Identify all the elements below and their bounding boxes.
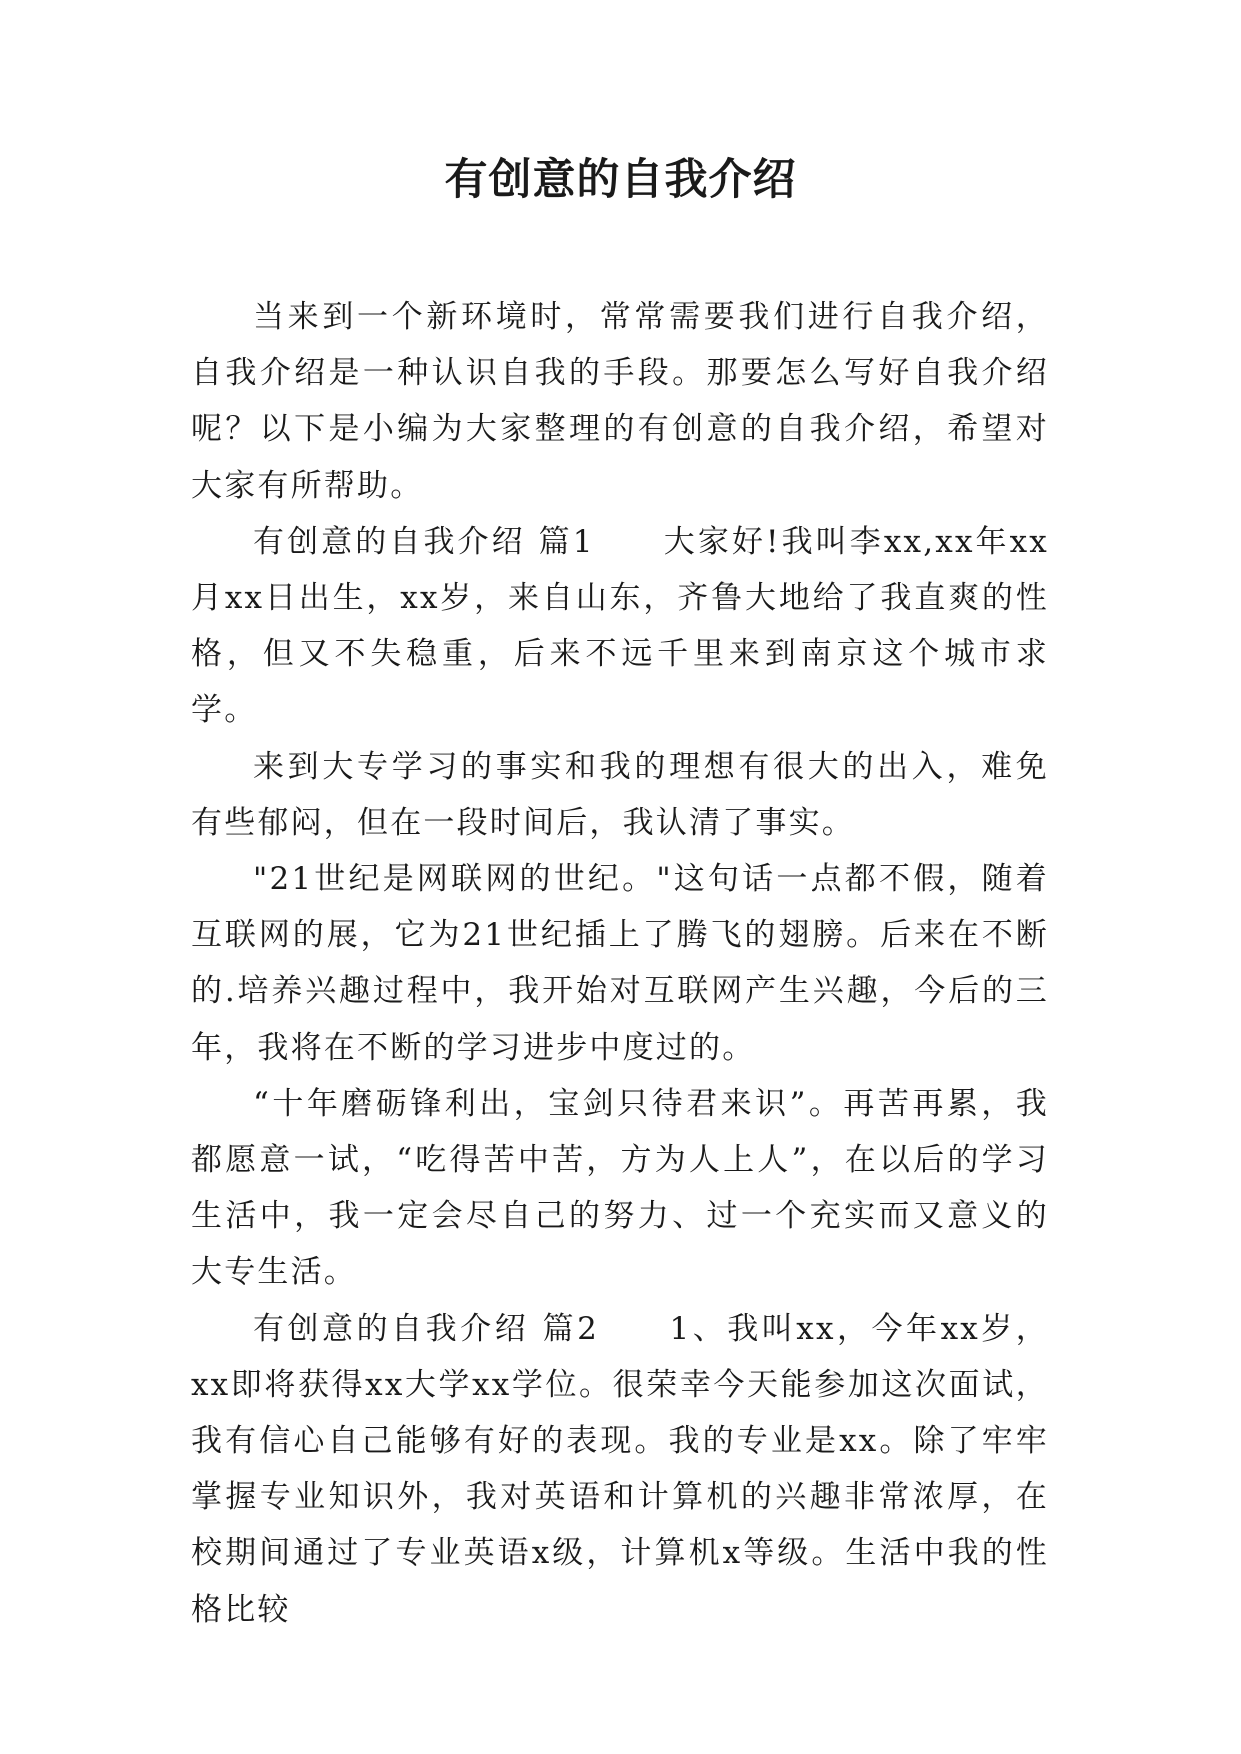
document-title: 有创意的自我介绍 xyxy=(444,155,797,205)
paragraph-internet-century: "21世纪是网联网的世纪。"这句话一点都不假，随着互联网的展，它为21世纪插上了腾飞的翅膀。后来在不断的.培养兴趣过程中，我开始对互联网产生兴趣，今后的三年，我将在不断的学习进步中度过的。 xyxy=(191,861,1049,1066)
paragraph-perseverance: “十年磨砺锋利出，宝剑只待君来识”。再苦再累，我都愿意一试，“吃得苦中苦，方为人上人”，在以后的学习生活中，我一定会尽自己的努力、过一个充实而又意义的大专生活。 xyxy=(191,1085,1049,1291)
paragraph-intro: 当来到一个新环境时，常常需要我们进行自我介绍，自我介绍是一种认识自我的手段。那要怎么写好自我介绍呢？以下是小编为大家整理的有创意的自我介绍，希望对大家有所帮助。 xyxy=(191,299,1049,504)
paragraph-college-reality: 来到大专学习的事实和我的理想有很大的出入，难免有些郁闷，但在一段时间后，我认清了事实。 xyxy=(191,748,1049,841)
document-body xyxy=(191,289,1049,1638)
paragraph-section-2-opening: 有创意的自我介绍 篇2 1、我叫xx，今年xx岁，xx即将获得xx大学xx学位。很荣幸今天能参加这次面试，我有信心自己能够有好的表现。我的专业是xx。除了牢牢掌握专业知识外，我对英语和计算机的兴趣非常浓厚，在校期间通过了专业英语x级，计算机x等级。生活中我的性格比较 xyxy=(191,1310,1049,1628)
paragraph-section-1-opening: 有创意的自我介绍 篇1 大家好!我叫李xx,xx年xx月xx日出生，xx岁，来自山东，齐鲁大地给了我直爽的性格，但又不失稳重，后来不远千里来到南京这个城市求学。 xyxy=(191,523,1049,729)
